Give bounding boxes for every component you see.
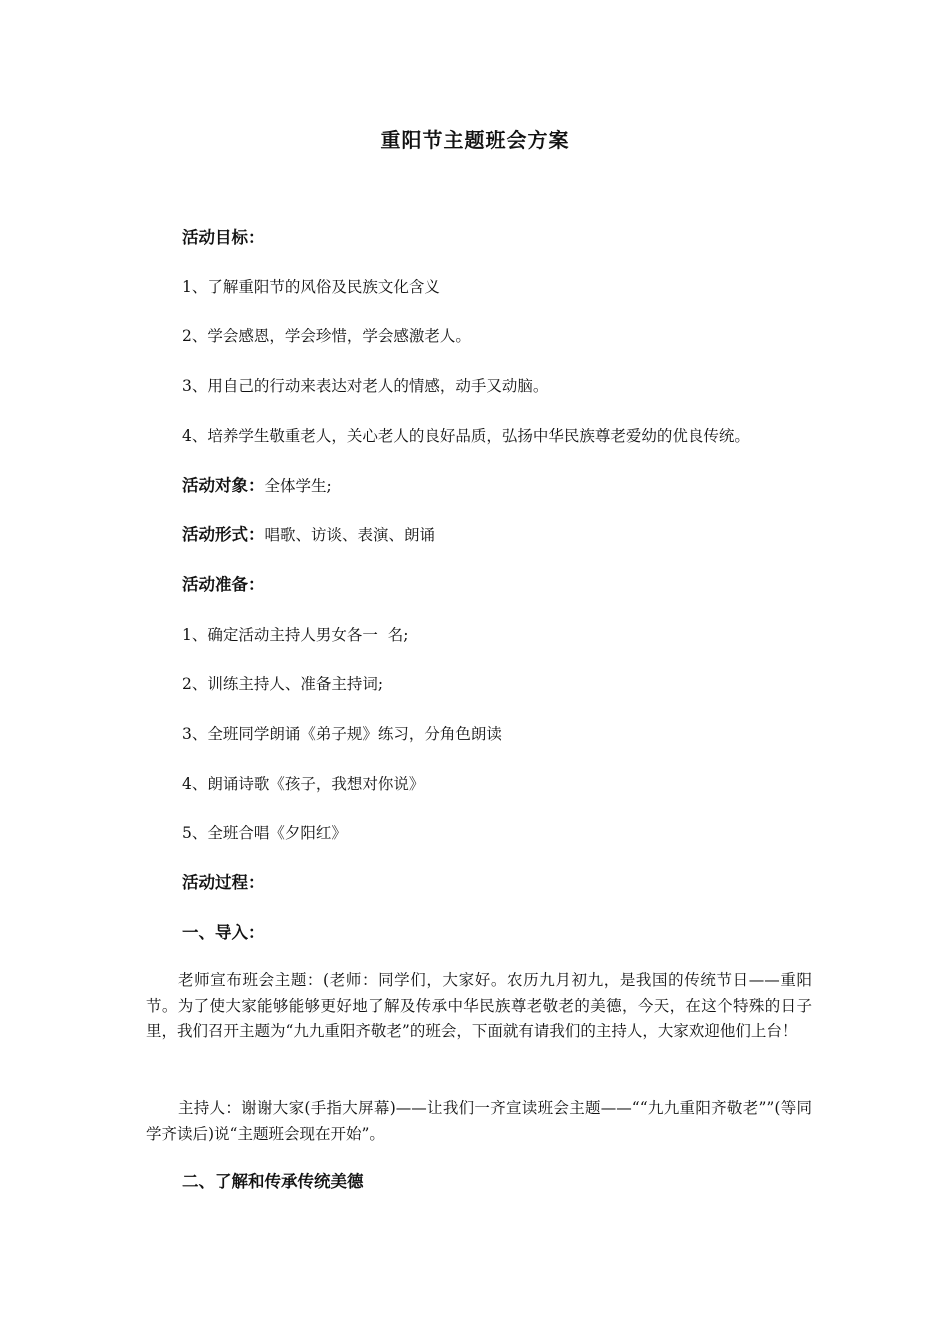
preparation-item-4: 4、朗诵诗歌《孩子，我想对你说》 [182, 775, 425, 793]
goal-item-1: 1、了解重阳节的风俗及民族文化含义 [182, 278, 440, 296]
process-heading: 活动过程： [182, 873, 265, 892]
form-label: 活动形式： [182, 525, 265, 544]
document-title: 重阳节主题班会方案 [380, 128, 570, 152]
target-value: 全体学生; [264, 477, 332, 495]
preparation-heading: 活动准备： [182, 575, 265, 594]
target-label: 活动对象： [182, 476, 265, 495]
target-row [182, 474, 332, 498]
preparation-item-3: 3、全班同学朗诵《弟子规》练习，分角色朗读 [182, 725, 502, 743]
goal-item-4: 4、培养学生敬重老人，关心老人的良好品质，弘扬中华民族尊老爱幼的优良传统。 [182, 427, 750, 445]
goal-item-2: 2、学会感恩，学会珍惜，学会感激老人。 [182, 327, 471, 345]
intro-paragraph-1: 老师宣布班会主题：(老师：同学们，大家好。农历九月初九，是我国的传统节日——重阳节。为了使大家能够能够更好地了解及传承中华民族尊老敬老的美德，今天，在这个特殊的日子里，我们召开主题为“九九重阳齐敬老”的班会，下面就有请我们的主持人，大家欢迎他们上台！ [146, 971, 812, 1040]
intro-paragraph-2: 主持人：谢谢大家(手指大屏幕)——让我们一齐宣读班会主题——““九九重阳齐敬老””(等同学齐读后)说“主题班会现在开始”。 [146, 1099, 812, 1143]
goals-heading: 活动目标： [182, 228, 265, 247]
preparation-item-5: 5、全班合唱《夕阳红》 [182, 824, 347, 842]
intro-heading: 一、导入： [182, 923, 265, 942]
goal-item-3: 3、用自己的行动来表达对老人的情感，动手又动脑。 [182, 377, 549, 395]
section2-heading: 二、了解和传承传统美德 [182, 1172, 364, 1191]
form-row [182, 523, 435, 547]
form-value: 唱歌、访谈、表演、朗诵 [264, 526, 436, 544]
preparation-item-2: 2、训练主持人、准备主持词; [182, 675, 384, 693]
preparation-item-1: 1、确定活动主持人男女各一 名; [182, 626, 409, 644]
